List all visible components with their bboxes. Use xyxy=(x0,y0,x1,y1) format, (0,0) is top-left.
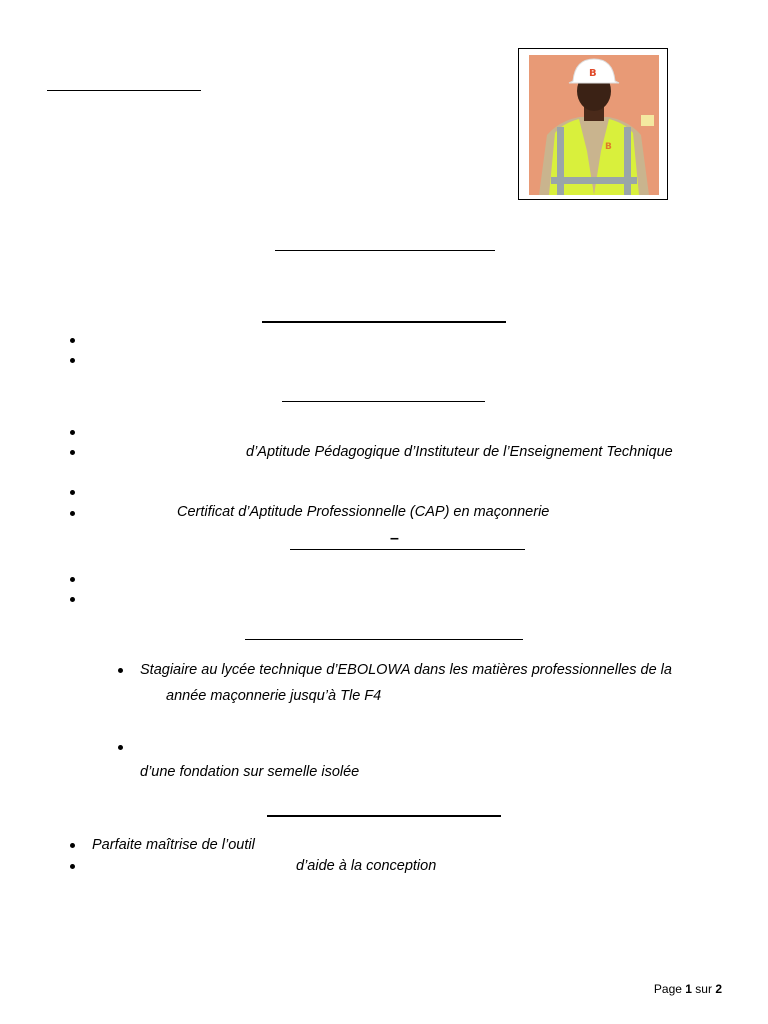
section-title-underline-1 xyxy=(275,250,495,251)
list-bullet xyxy=(70,450,75,455)
helmet-logo-icon: B xyxy=(589,68,597,79)
wall-badge xyxy=(641,115,654,126)
page-label: Page xyxy=(653,982,682,996)
page-current: 1 xyxy=(685,982,692,996)
section-title-underline-5 xyxy=(245,639,523,640)
pedagogy-item-4-text: Certificat d’Aptitude Professionnelle (CAP) en maçonnerie xyxy=(177,504,550,520)
page-number-footer xyxy=(654,982,722,996)
page-separator: sur xyxy=(695,982,712,996)
list-bullet xyxy=(70,864,75,869)
skills-item-1-text: Parfaite maîtrise de l’outil xyxy=(92,837,255,853)
photo-background xyxy=(529,55,659,195)
experience-item-2-line-2: d’une fondation sur semelle isolée xyxy=(140,764,360,780)
vest-stripe-left-v xyxy=(557,127,564,195)
list-bullet xyxy=(70,338,75,343)
list-bullet xyxy=(70,358,75,363)
list-bullet xyxy=(70,511,75,516)
skills-item-2-text: d’aide à la conception xyxy=(296,858,437,874)
pedagogy-item-2-text: d’Aptitude Pédagogique d’Instituteur de l’Enseignement Technique xyxy=(246,444,673,460)
section-title-underline-3 xyxy=(282,401,485,402)
list-bullet xyxy=(70,843,75,848)
list-bullet xyxy=(70,597,75,602)
section-title-underline-4 xyxy=(290,549,525,550)
section-title-underline-2 xyxy=(262,321,506,323)
list-bullet xyxy=(70,430,75,435)
person-photo-icon xyxy=(529,55,659,195)
list-bullet xyxy=(118,668,123,673)
section-dash-mark: – xyxy=(390,530,399,547)
experience-item-1-line-1: Stagiaire au lycée technique d’EBOLOWA dans les matières professionnelles de la xyxy=(140,662,672,678)
vest-stripe-h xyxy=(551,177,637,184)
experience-item-1-line-2: année maçonnerie jusqu’à Tle F4 xyxy=(166,688,382,704)
header-name-underline xyxy=(47,90,201,91)
section-title-underline-6 xyxy=(267,815,501,817)
vest-stripe-right-v xyxy=(624,127,631,195)
list-bullet xyxy=(70,577,75,582)
list-bullet xyxy=(118,745,123,750)
vest-logo-icon: B xyxy=(605,142,612,152)
list-bullet xyxy=(70,490,75,495)
profile-photo xyxy=(518,48,668,200)
page-total: 2 xyxy=(715,982,722,996)
